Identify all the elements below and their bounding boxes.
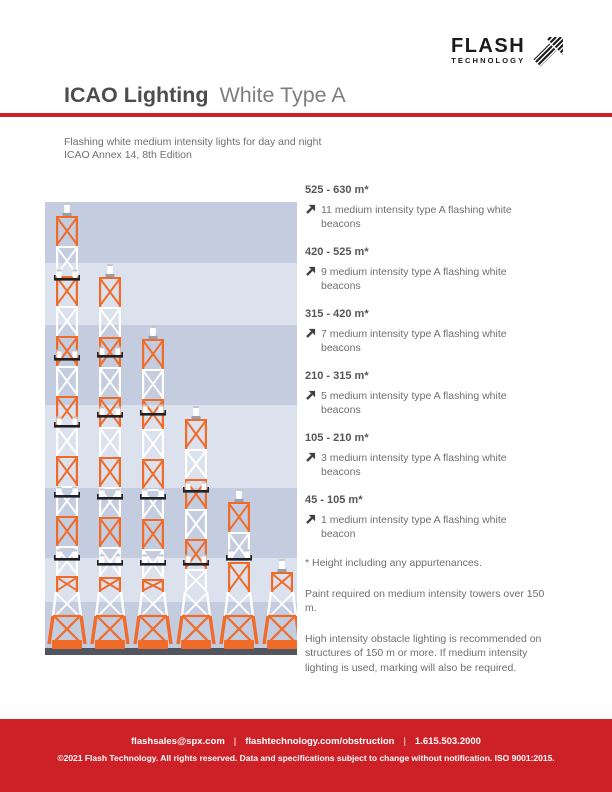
note-paint: Paint required on medium intensity towers over 150 m. — [305, 587, 545, 614]
spec-desc — [305, 451, 569, 479]
spec-item — [305, 431, 569, 479]
footer-website[interactable]: flashtechnology.com/obstruction — [245, 736, 395, 747]
logo-line-flash: FLASH — [451, 35, 526, 57]
spec-item — [305, 369, 569, 417]
page-title — [64, 83, 346, 108]
spec-desc-text: 5 medium intensity type A flashing white beacons — [321, 390, 507, 416]
spec-desc-text: 1 medium intensity type A flashing white beacon — [321, 514, 507, 540]
spec-desc-text: 9 medium intensity type A flashing white beacons — [321, 266, 507, 292]
towers-figure — [45, 202, 297, 655]
footer-phone: 1.615.503.2000 — [414, 736, 481, 747]
spec-range: 210 - 315 m* — [305, 370, 369, 382]
notes — [305, 556, 569, 675]
spec-range: 315 - 420 m* — [305, 308, 369, 320]
spec-item — [305, 245, 569, 293]
title-red-rule — [0, 113, 612, 117]
ne-arrow-icon — [305, 390, 316, 401]
intro-line-2: ICAO Annex 14, 8th Edition — [64, 149, 192, 161]
spec-desc — [305, 265, 569, 293]
spec-range: 45 - 105 m* — [305, 494, 363, 506]
footer — [0, 719, 612, 792]
ne-arrow-icon — [305, 328, 316, 339]
spec-desc — [305, 203, 569, 231]
footer-separator: | — [233, 736, 237, 747]
flash-technology-logo — [451, 37, 563, 67]
towers-illustration — [45, 202, 297, 655]
ne-arrow-icon — [305, 452, 316, 463]
spec-range: 420 - 525 m* — [305, 246, 369, 258]
footer-separator: | — [403, 736, 406, 747]
spec-desc-text: 11 medium intensity type A flashing white beacons — [321, 204, 512, 230]
footer-contact-line — [0, 736, 612, 747]
footer-email[interactable]: flashsales@spx.com — [131, 736, 225, 747]
spec-list — [305, 183, 569, 691]
ne-arrow-icon — [305, 204, 316, 215]
spec-desc — [305, 327, 569, 355]
logo-wordmark — [451, 37, 525, 66]
intro-text — [64, 136, 321, 162]
note-appurtenances: * Height including any appurtenances. — [305, 557, 482, 569]
spec-range: 105 - 210 m* — [305, 432, 369, 444]
page-title-bold: ICAO Lighting — [64, 83, 209, 107]
spec-desc — [305, 389, 569, 417]
spec-item — [305, 183, 569, 231]
spec-desc-text: 3 medium intensity type A flashing white beacons — [321, 452, 507, 478]
spec-desc-text: 7 medium intensity type A flashing white beacons — [321, 328, 507, 354]
footer-copyright: ©2021 Flash Technology. All rights reserved. Data and specifications subject to change without notification. ISO 9001:2015. — [57, 753, 555, 763]
intro-line-1: Flashing white medium intensity lights for day and night — [64, 136, 322, 148]
spec-range: 525 - 630 m* — [305, 184, 369, 196]
hatched-arrow-logo-icon — [533, 37, 563, 67]
page-title-light: White Type A — [219, 83, 346, 107]
ne-arrow-icon — [305, 514, 316, 525]
spec-item — [305, 493, 569, 541]
logo-line-technology: TECHNOLOGY — [451, 56, 526, 65]
ne-arrow-icon — [305, 266, 316, 277]
spec-item — [305, 307, 569, 355]
note-high-intensity: High intensity obstacle lighting is recommended on structures of 150 m or more. If medium intensity lighting is used, marking will also be required. — [305, 632, 542, 674]
spec-desc — [305, 513, 569, 541]
